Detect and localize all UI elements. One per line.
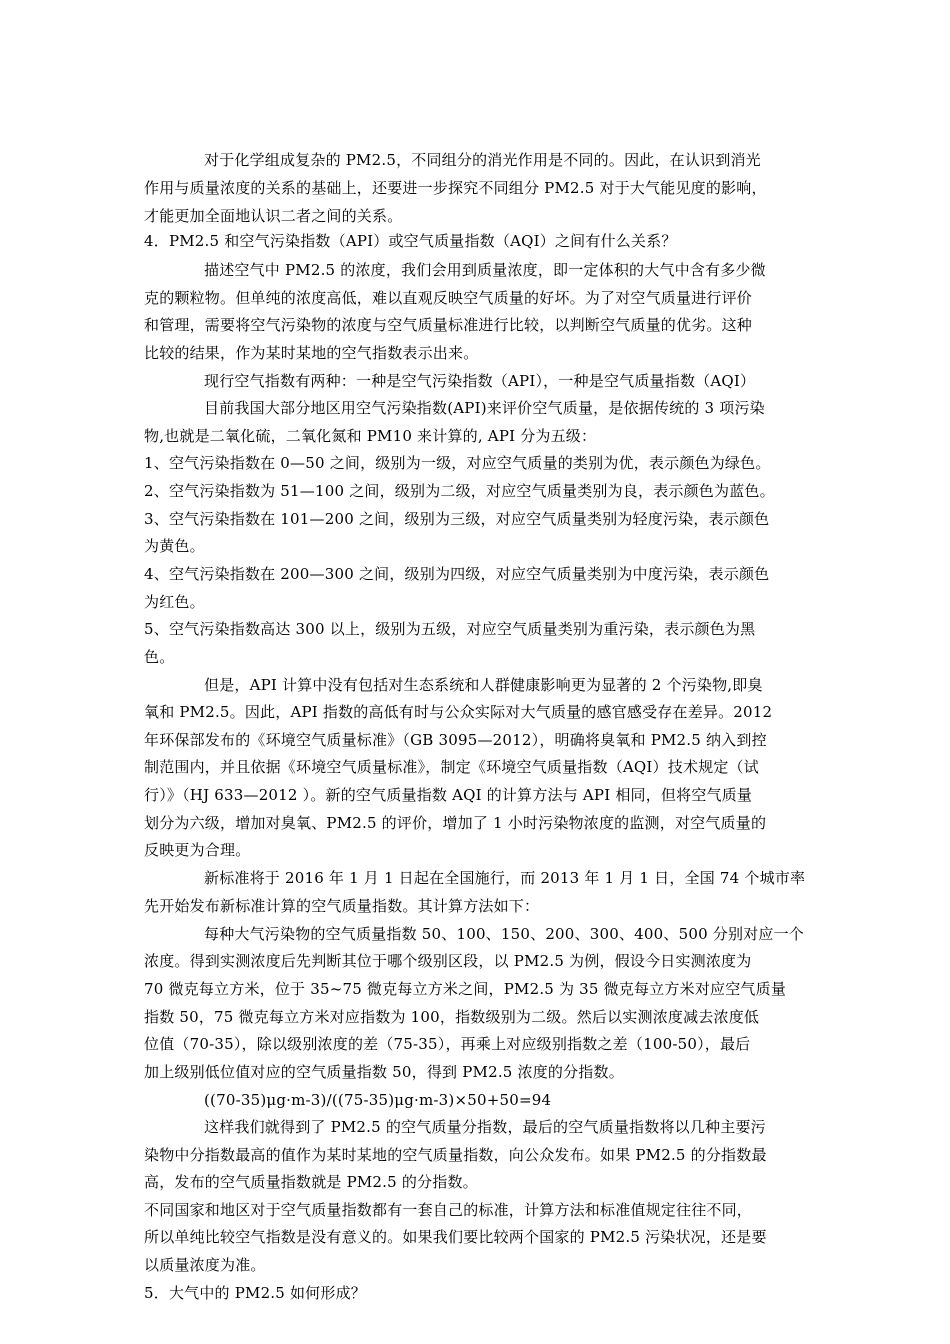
paragraph-line: 指数 50，75 微克每立方米对应指数为 100，指数级别为二级。然后以实测浓度减去浓度低 [144,1008,760,1026]
paragraph-line: 浓度。得到实测浓度后先判断其位于哪个级别区段，以 PM2.5 为例，假设今日实测浓度为 [144,952,752,970]
list-item: 2、空气污染指数为 51—100 之间，级别为二级，对应空气质量类别为良，表示颜色为蓝色。 [144,482,775,500]
list-item-continuation: 为黄色。 [144,537,205,555]
paragraph-line: 作用与质量浓度的关系的基础上，还要进一步探究不同组分 PM2.5 对于大气能见度的影响， [144,179,767,197]
paragraph-line: 高，发布的空气质量指数就是 PM2.5 的分指数。 [144,1173,478,1191]
section-heading: 4．PM2.5 和空气污染指数（API）或空气质量指数（AQI）之间有什么关系？ [144,232,677,250]
paragraph-line: 不同国家和地区对于空气质量指数都有一套自己的标准，计算方法和标准值规定往往不同， [144,1201,753,1219]
paragraph-line: 加上级别低位值对应的空气质量指数 50，得到 PM2.5 浓度的分指数。 [144,1063,624,1081]
paragraph-line: 克的颗粒物。但单纯的浓度高低，难以直观反映空气质量的好坏。为了对空气质量进行评价 [144,289,753,307]
list-item-continuation: 为红色。 [144,593,205,611]
paragraph-line: 物,也就是二氧化硫，二氧化氮和 PM10 来计算的, API 分为五级： [144,427,597,445]
paragraph-line: 但是，API 计算中没有包括对生态系统和人群健康影响更为显著的 2 个污染物,即臭 [204,676,763,694]
paragraph-line: 才能更加全面地认识二者之间的关系。 [144,207,403,225]
paragraph-line: 位值（70-35），除以级别浓度的差（75-35），再乘上对应级别指数之差（100-50），最后 [144,1035,751,1053]
paragraph-line: 以质量浓度为准。 [144,1256,266,1274]
paragraph-line: 描述空气中 PM2.5 的浓度，我们会用到质量浓度，即一定体积的大气中含有多少微 [204,261,766,279]
paragraph-line: 染物中分指数最高的值作为某时某地的空气质量指数，向公众发布。如果 PM2.5 的分指数最 [144,1146,767,1164]
paragraph-line: 和管理，需要将空气污染物的浓度与空气质量标准进行比较，以判断空气质量的优劣。这种 [144,316,753,334]
paragraph-line: 年环保部发布的《环境空气质量标准》（GB 3095—2012），明确将臭氧和 PM2.5 纳入到控 [144,731,767,749]
section-heading: 5．大气中的 PM2.5 如何形成？ [144,1284,366,1302]
paragraph-line: 目前我国大部分地区用空气污染指数(API)来评价空气质量，是依据传统的 3 项污染 [204,399,765,417]
list-item-continuation: 色。 [144,648,175,666]
paragraph-line: 这样我们就得到了 PM2.5 的空气质量分指数，最后的空气质量指数将以几种主要污 [204,1118,766,1136]
list-item: 3、空气污染指数在 101—200 之间，级别为三级，对应空气质量类别为轻度污染，表示颜色 [144,510,770,528]
paragraph-line: 所以单纯比较空气指数是没有意义的。如果我们要比较两个国家的 PM2.5 污染状况，还是要 [144,1228,767,1246]
formula-line: ((70-35)μg·m-3)/((75-35)μg·m-3)×50+50=94 [204,1091,552,1109]
paragraph-line: 比较的结果，作为某时某地的空气指数表示出来。 [144,344,479,362]
list-item: 1、空气污染指数在 0—50 之间，级别为一级，对应空气质量的类别为优，表示颜色为绿色。 [144,454,771,472]
paragraph-line: 每种大气污染物的空气质量指数 50、100、150、200、300、400、500 分别对应一个 [204,925,805,943]
paragraph-line: 行）》（HJ 633—2012 ）。新的空气质量指数 AQI 的计算方法与 API 相同，但将空气质量 [144,786,753,804]
paragraph-line: 先开始发布新标准计算的空气质量指数。其计算方法如下： [144,897,540,915]
paragraph-line: 制范围内，并且依据《环境空气质量标准》，制定《环境空气质量指数（AQI）技术规定（试 [144,758,759,776]
list-item: 4、空气污染指数在 200—300 之间，级别为四级，对应空气质量类别为中度污染，表示颜色 [144,565,770,583]
paragraph-line: 划分为六级，增加对臭氧、PM2.5 的评价，增加了 1 小时污染物浓度的监测，对空气质量的 [144,814,767,832]
paragraph-line: 反映更为合理。 [144,841,251,859]
paragraph-line: 对于化学组成复杂的 PM2.5，不同组分的消光作用是不同的。因此，在认识到消光 [204,151,761,169]
paragraph-line: 现行空气指数有两种：一种是空气污染指数（API），一种是空气质量指数（AQI） [204,372,756,390]
paragraph-line: 氧和 PM2.5。因此，API 指数的高低有时与公众实际对大气质量的感官感受存在差异。2012 [144,703,773,721]
paragraph-line: 70 微克每立方米，位于 35~75 微克每立方米之间，PM2.5 为 35 微克每立方米对应空气质量 [144,980,787,998]
paragraph-line: 新标准将于 2016 年 1 月 1 日起在全国施行，而 2013 年 1 月 1 日，全国 74 个城市率 [204,869,806,887]
list-item: 5、空气污染指数高达 300 以上，级别为五级，对应空气质量类别为重污染，表示颜色为黑 [144,620,756,638]
